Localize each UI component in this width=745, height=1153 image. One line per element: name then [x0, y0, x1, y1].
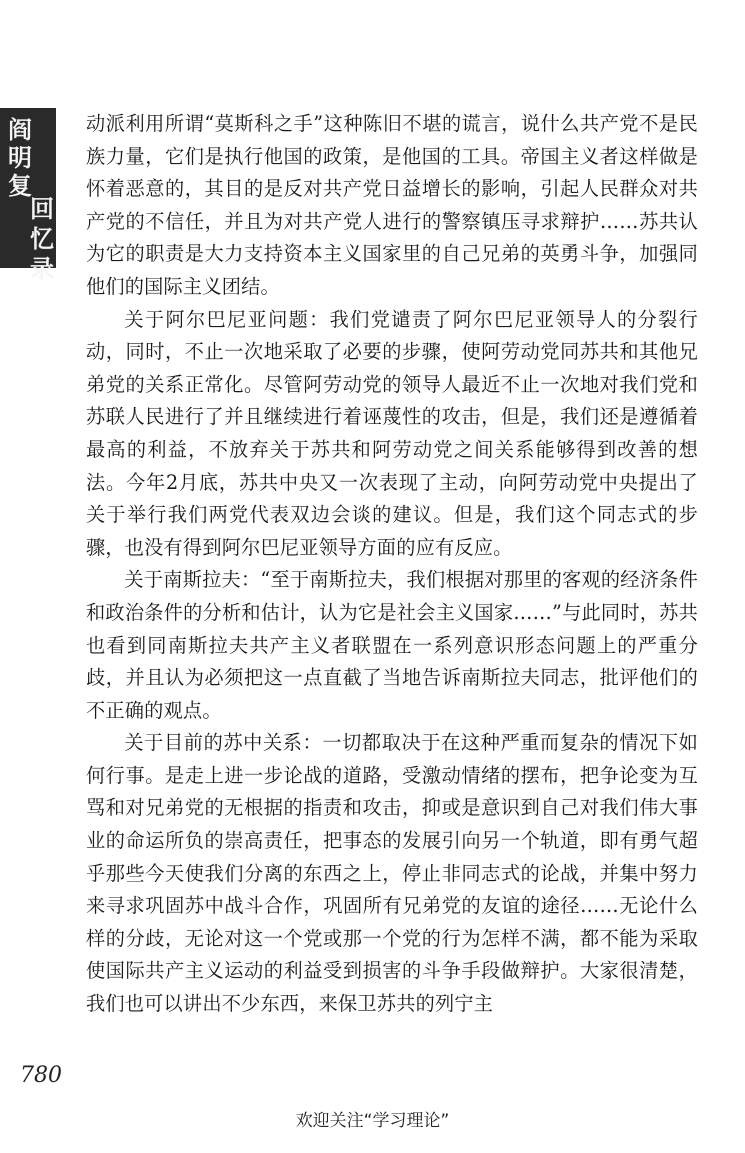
paragraph-sino-soviet: 关于目前的苏中关系：一切都取决于在这种严重而复杂的情况下如何行事。是走上进一步论战的道路，受激动情绪的摆布，把争论变为互骂和对兄弟党的无根据的指责和攻击，抑或是意识到自己对我们伟大事业的命运所负的崇高责任，把事态的发展引向另一个轨道，即有勇气超乎那些今天使我们分离的东西之上，停止非同志式的论战，并集中努力来寻求巩固苏中战斗合作，巩固所有兄弟党的友谊的途径……无论什么样的分歧，无论对这一个党或那一个党的行为怎样不满，都不能为采取使国际共产主义运动的利益受到损害的斗争手段做辩护。大家很清楚，我们也可以讲出不少东西，来保卫苏共的列宁主 — [86, 731, 698, 1016]
subtitle-char: 回 — [30, 195, 54, 223]
book-title-author — [8, 116, 32, 200]
title-char: 阎 — [8, 115, 32, 144]
footer-note: 欢迎关注“学习理论” — [295, 1111, 450, 1131]
paragraph-albania: 关于阿尔巴尼亚问题：我们党谴责了阿尔巴尼亚领导人的分裂行动，同时，不止一次地采取了必要的步骤，使阿劳动党同苏共和其他兄弟党的关系正常化。尽管阿劳动党的领导人最近不止一次地对我们党和苏联人民进行了并且继续进行着诬蔑性的攻击，但是，我们还是遵循着最高的利益，不放弃关于苏共和阿劳动党之间关系能够得到改善的想法。今年2月底，苏共中央又一次表现了主动，向阿劳动党中央提出了关于举行我们两党代表双边会谈的建议。但是，我们这个同志式的步骤，也没有得到阿尔巴尼亚领导方面的应有反应。 — [86, 307, 698, 559]
body-text — [86, 108, 698, 1021]
title-char: 复 — [8, 171, 32, 200]
paragraph-yugoslavia: 关于南斯拉夫：“至于南斯拉夫，我们根据对那里的客观的经济条件和政治条件的分析和估计，认为它是社会主义国家……”与此同时，苏共也看到同南斯拉夫共产主义者联盟在一系列意识形态问题上的严重分歧，并且认为必须把这一点直截了当地告诉南斯拉夫同志，批评他们的不正确的观点。 — [86, 568, 698, 722]
book-title-memoir — [30, 194, 54, 284]
title-char: 明 — [8, 143, 32, 172]
book-title-tab — [0, 108, 56, 283]
paragraph-continued: 动派利用所谓“莫斯科之手”这种陈旧不堪的谎言，说什么共产党不是民族力量，它们是执行他国的政策，是他国的工具。帝国主义者这样做是怀着恶意的，其目的是反对共产党日益增长的影响，引起人民群众对共产党的不信任，并且为对共产党人进行的警察镇压寻求辩护……苏共认为它的职责是大力支持资本主义国家里的自己兄弟的英勇斗争，加强同他们的国际主义团结。 — [86, 112, 698, 298]
subtitle-char: 忆 — [30, 225, 54, 253]
page-number: 780 — [20, 1063, 62, 1088]
subtitle-char: 录 — [30, 255, 54, 283]
